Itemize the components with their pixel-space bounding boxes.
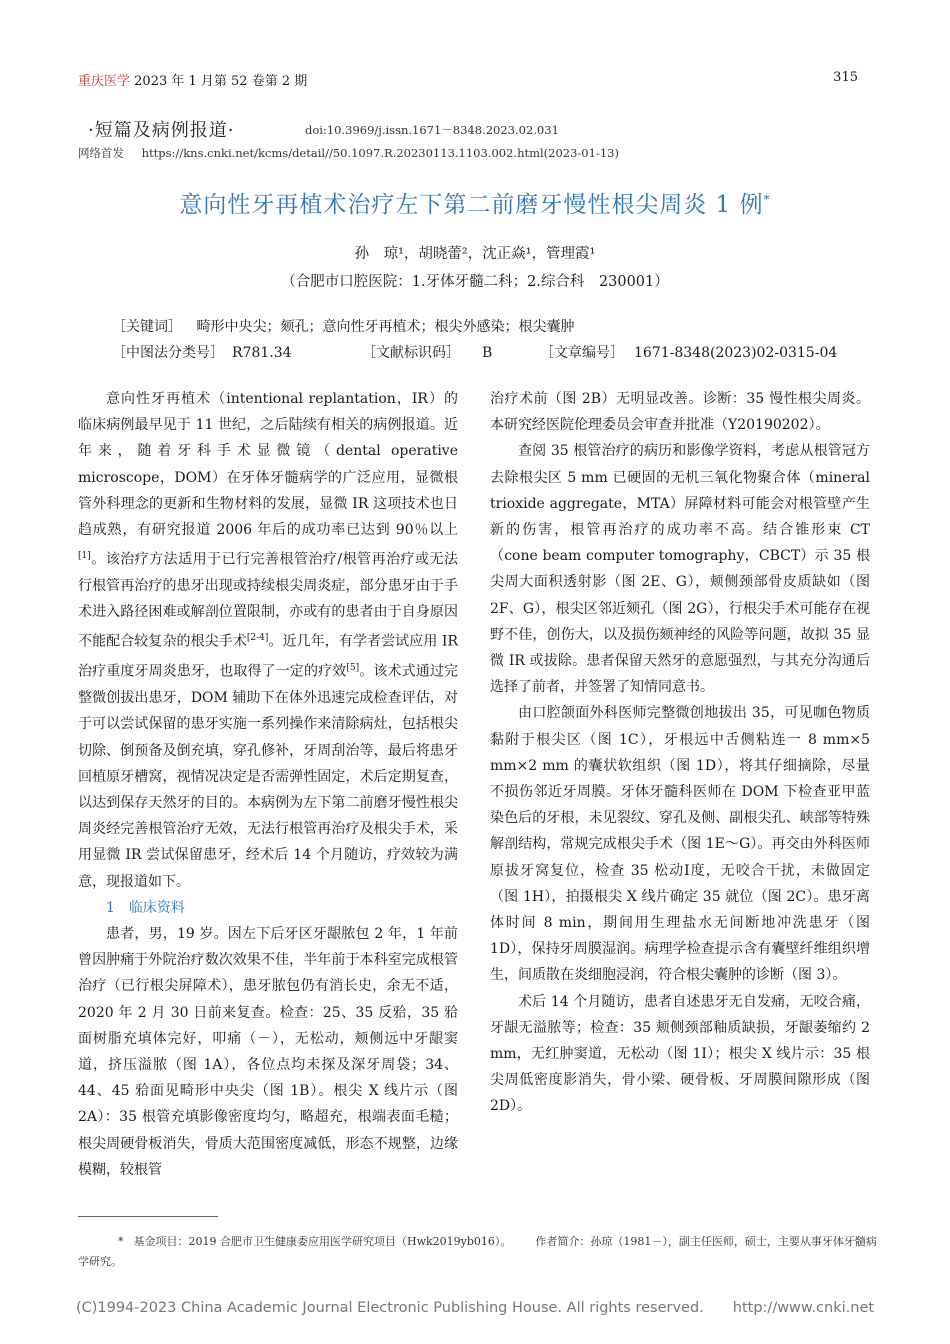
keywords-value: 畸形中央尖；颏孔；意向性牙再植术；根尖外感染；根尖囊肿 — [196, 319, 575, 335]
clc-number — [112, 342, 292, 362]
article-number — [540, 342, 837, 362]
intro-text-b: 。该治疗方法适用于已行完善根管治疗/根管再治疗或无法行根管再治疗的患牙出现或持续根尖周炎症，部分患牙由于手术进入路径困难或解剖位置限制，亦或有的患者由于自身原因不能配合较复杂的根尖手术 — [78, 551, 458, 651]
art-value: 1671-8348(2023)02-0315-04 — [634, 345, 838, 361]
procedure-paragraph: 由口腔颌面外科医师完整微创地拔出 35，可见咖色物质黏附于根尖区（图 1C），牙根远中舌侧粘连一 8 mm×5 mm×2 mm 的囊状软组织（图 1D），将其仔细摘除，尽量不损伤邻近牙周膜。牙体牙髓科医师在 DOM 下检查亚甲蓝染色后的牙根，未见裂纹、穿孔及侧、副根尖孔、峡部等特殊解剖结构，常规完成根尖手术（图 1E～G）。再交由外科医师原拔牙窝复位，检查 35 松动Ⅰ度，无咬合干扰，未做固定（图 1H），拍摄根尖 X 线片确定 35 就位（图 2C）。患牙离体时间 8 min，期间用生理盐水无间断地冲洗患牙（图 1D），保持牙周膜湿润。病理学检查提示含有囊壁纤维组织增生，间质散在炎细胞浸润，符合根尖囊肿的诊断（图 3）。 — [490, 705, 870, 984]
citation-5[interactable]: [5] — [346, 663, 360, 674]
footnote-divider — [78, 1216, 218, 1217]
article-title-text: 意向性牙再植术治疗左下第二前磨牙慢性根尖周炎 1 例 — [179, 192, 764, 218]
authors: 孙 琼¹，胡晓蕾²，沈正焱¹，管理霞¹ — [354, 246, 596, 262]
journal-name: 重庆医学 — [78, 74, 131, 89]
doc-value: B — [482, 345, 493, 361]
keywords-label: ［关键词］ — [112, 319, 182, 335]
section-label: ·短篇及病例报道· — [88, 120, 235, 141]
section-title: 临床资料 — [128, 899, 185, 916]
art-label: ［文章编号］ — [540, 345, 624, 361]
journal-header — [78, 70, 307, 89]
title-footnote-mark: * — [763, 192, 771, 207]
footnote-star: * — [118, 1235, 124, 1248]
page-number: 315 — [833, 70, 858, 85]
footnote — [78, 1232, 878, 1272]
online-label: 网络首发 — [78, 146, 124, 160]
case-paragraph: 患者，男，19 岁。因左下后牙区牙龈脓包 2 年，1 年前曾因肿痛于外院治疗数次效果不佳，半年前于本科室完成根管治疗（已行根尖屏障术），患牙脓包仍有消长史，余无不适，2020 年 2 月 30 日前来复查。检查：25、35 反𬌗，35 𬌗面树脂充填体完好，叩痛（－），无松动，颊侧远中牙龈窦道，挤压溢脓（图 1A），各位点均未探及深牙周袋；34、44、45 𬌗面见畸形中央尖（图 1B）。根尖 X 线片示（图 2A）：35 根管充填影像密度均匀，略超充，根端表面毛糙；根尖周硬骨板消失，骨质大范围密度减低，形态不规整，边缘模糊，较根管 — [78, 926, 458, 1178]
clc-label: ［中图法分类号］ — [112, 345, 224, 361]
affiliation: （合肥市口腔医院：1.牙体牙髓二科；2.综合科 230001） — [281, 274, 669, 290]
treatment-plan-paragraph: 查阅 35 根管治疗的病历和影像学资料，考虑从根管冠方去除根尖区 5 mm 已硬固的无机三氧化物聚合体（mineral trioxide aggregate，MTA）屏障材料可能会对根管壁产生新的伤害，根管再治疗的成功率不高。结合锥形束 CT（cone beam computer tomography，CBCT）示 35 根尖周大面积透射影（图 2E、G），颊侧颈部骨皮质缺如（图 2F、G），根尖区邻近颏孔（图 2G），行根尖手术可能存在视野不佳，创伤大，以及损伤颏神经的风险等问题，故拟 35 显微 IR 或拔除。患者保留天然牙的意愿强烈，与其充分沟通后选择了前者，并签署了知情同意书。 — [490, 443, 870, 696]
section-number: 1 — [106, 899, 115, 916]
funding-note: 基金项目：2019 合肥市卫生健康委应用医学研究项目（Hwk2019yb016）。 — [133, 1235, 512, 1248]
article-title — [0, 186, 950, 219]
clc-value: R781.34 — [232, 345, 292, 361]
keywords — [112, 316, 574, 336]
citation-1[interactable]: [1] — [78, 551, 91, 562]
online-first — [78, 145, 619, 161]
doc-label: ［文献标识码］ — [362, 345, 460, 361]
online-url[interactable]: https://kns.cnki.net/kcms/detail//50.1097.R.20230113.1103.002.html(2023-01-13) — [141, 146, 619, 160]
journal-issue: 2023 年 1 月第 52 卷第 2 期 — [134, 74, 308, 89]
followup-paragraph: 术后 14 个月随访，患者自述患牙无自发痛，无咬合痛，牙龈无溢脓等；检查：35 颊侧颈部釉质缺损，牙龈萎缩约 2 mm，无红肿窦道，无松动（图 1I）；根尖 X 线片示：35 根尖周低密度影消失，骨小梁、硬骨板、牙周膜间隙形成（图 2D）。 — [490, 993, 870, 1115]
citation-2-4[interactable]: [2-4] — [246, 633, 269, 644]
intro-text-c: 。近几年，有学者尝试应用 IR 治疗重度牙周炎患牙，也取得了一定的疗效 — [78, 634, 458, 680]
intro-paragraph — [78, 386, 458, 895]
author-bio: 作者简介：孙琼（1981－），副主任医师，硕士，主要从事牙体牙髓病学研究。 — [78, 1235, 877, 1268]
intro-text-a: 意向性牙再植术（intentional replantation，IR）的临床病例最早见于 11 世纪，之后陆续有相关的病例报道。近年来，随着牙科手术显微镜（dental operative microscope，DOM）在牙体牙髓病学的广泛应用，显微根管外科理念的更新和生物材料的发展，显微 IR 这项技术也日趋成熟，有研究报道 2006 年后的成功率已达到 90％以上 — [78, 391, 458, 539]
section-heading-clinical — [78, 895, 458, 921]
intro-text-d: 。该术式通过完整微创拔出患牙，DOM 辅助下在体外迅速完成检查评估，对于可以尝试保留的患牙实施一系列操作来清除病灶，包括根尖切除、倒预备及倒充填，穿孔修补，牙周刮治等，最后将患牙回植原牙槽窝，视情况决定是否需弹性固定，术后定期复查，以达到保存天然牙的目的。本病例为左下第二前磨牙慢性根尖周炎经完善根管治疗无效，无法行根管再治疗及根尖手术，采用显微 IR 尝试保留患牙，经术后 14 个月随访，疗效较为满意，现报道如下。 — [78, 664, 458, 890]
document-code — [362, 342, 492, 362]
copyright-watermark: (C)1994-2023 China Academic Journal Electronic Publishing House. All rights reserved. http://www.cnki.net — [75, 1300, 875, 1316]
body-column-left — [78, 386, 458, 1183]
case-continuation: 治疗术前（图 2B）无明显改善。诊断：35 慢性根尖周炎。本研究经医院伦理委员会审查并批准（Y20190202）。 — [490, 391, 870, 434]
doi: doi:10.3969/j.issn.1671－8348.2023.02.031 — [305, 123, 559, 137]
body-column-right — [490, 386, 870, 1120]
